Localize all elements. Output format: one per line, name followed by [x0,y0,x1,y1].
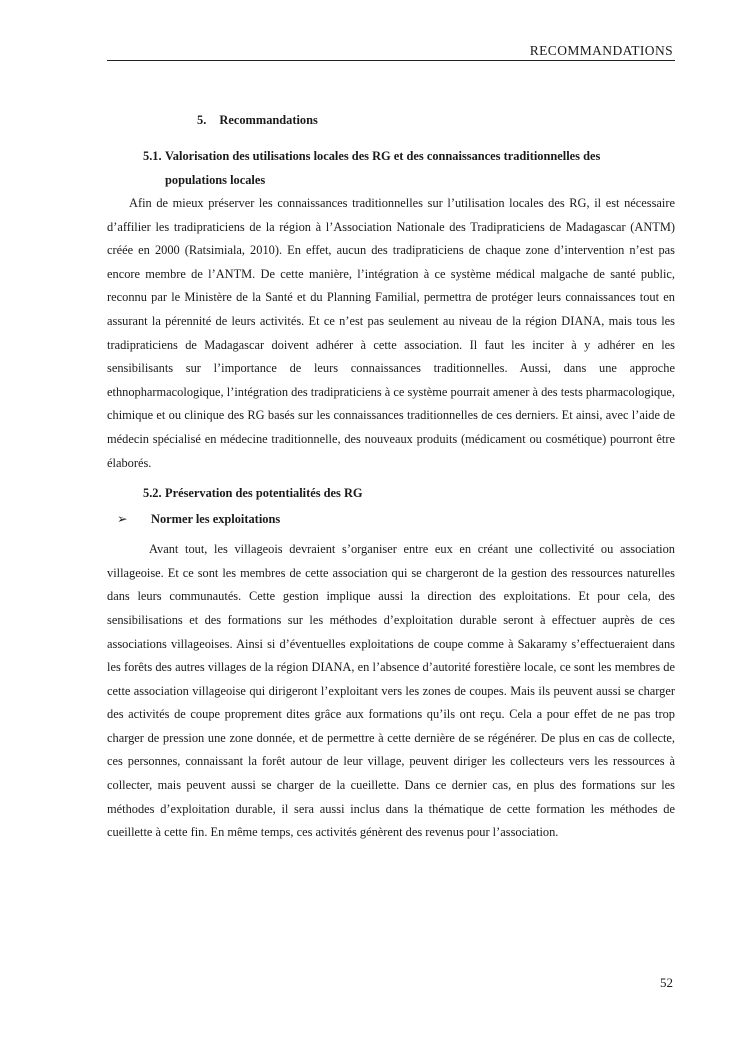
bullet-heading [117,507,675,531]
subsection-title: Valorisation des utilisations locales des RG et des connaissances traditionnelles des populations locales [165,149,601,187]
header-rule [107,60,675,61]
page-number: 52 [660,975,673,990]
running-header: RECOMMANDATIONS [529,43,673,58]
paragraph-5-1 [107,192,675,475]
page-body [107,108,675,845]
subsection-number: 5.1. [143,149,162,163]
section-number: 5. [197,113,207,127]
arrow-bullet-icon: ➢ [117,512,128,527]
bullet-title: Normer les exploitations [151,512,281,527]
section-title: Recommandations [219,113,318,127]
section-heading [197,108,675,132]
subsection-heading-5-2 [107,481,675,505]
paragraph-text: Avant tout, les villageois devraient s’organiser entre eux en créant une collectivité ou association villageoise. Et ce sont les membres de cette association qui se chargeront de la gestion des ressources naturelles dans leurs communautés. Cette gestion implique aussi la direction des exploitations. Et pour cela, des sensibilisations et des formations sur les méthodes d’exploitation durable seront à effectuer auprès de ces associations villageoises. Ainsi si d’éventuelles exploitations de coupe comme à Sakaramy s’effectueraient dans les forêts des autres villages de la région DIANA, en l’absence d’autorité forestière locale, ce sont les membres de cette association villageoise qui dirigeront l’exploitant vers les zones de coupes. Mais ils peuvent aussi se charger des activités de coupe proprement dites grâce aux formations qu’ils ont reçu. Cela a pour effet de ne pas trop charger de pression une zone donnée, et de permettre à cette dernière de se régénérer. De plus en cas de collecte, ces personnes, connaissant la forêt autour de leur village, peuvent diriger les collecteurs vers les ressources à collecter, mais peuvent aussi se charger de la cueillette. Dans ce dernier cas, en plus des formations sur les méthodes d’exploitation durable, il sera aussi inclus dans la thématique de cette formation les méthodes de cueillette à cette fin. En même temps, ces activités génèrent des revenus pour l’association. [107,542,675,840]
subsection-heading-5-1 [107,144,675,192]
subsection-number: 5.2. [143,486,162,501]
subsection-title: Préservation des potentialités des RG [165,486,363,501]
paragraph-text: Afin de mieux préserver les connaissances traditionnelles sur l’utilisation locales des RG, il est nécessaire d’affilier les tradipraticiens de la région à l’Association Nationale des Tradipraticiens de Madagascar (ANTM) créée en 2000 (Ratsimiala, 2010). En effet, aucun des tradipraticiens de chaque zone d’intervention n’est pas encore membre de l’ANTM. De cette manière, l’intégration à ce système médical malgache de santé public, reconnu par le Ministère de la Santé et du Planning Familial, permettra de protéger leurs connaissances tout en assurant la pérennité de leurs activités. Et ce n’est pas seulement au niveau de la région DIANA, mais tous les tradipraticiens de Madagascar doivent adhérer à cette association. Il faut les inciter à y adhérer en les sensibilisants sur l’importance de leurs connaissances traditionnelles. Aussi, dans une approche ethnopharmacologique, l’intégration des tradipraticiens à ce système pourrait amener à des tests pharmacologique, chimique et ou clinique des RG basés sur les connaissances traditionnelles de ces derniers. Et ainsi, avec l’aide de médecin spécialisé en médecine traditionnelle, des nouveaux produits (médicament ou cosmétique) pourront être élaborés. [107,196,675,470]
paragraph-5-2 [107,538,675,845]
